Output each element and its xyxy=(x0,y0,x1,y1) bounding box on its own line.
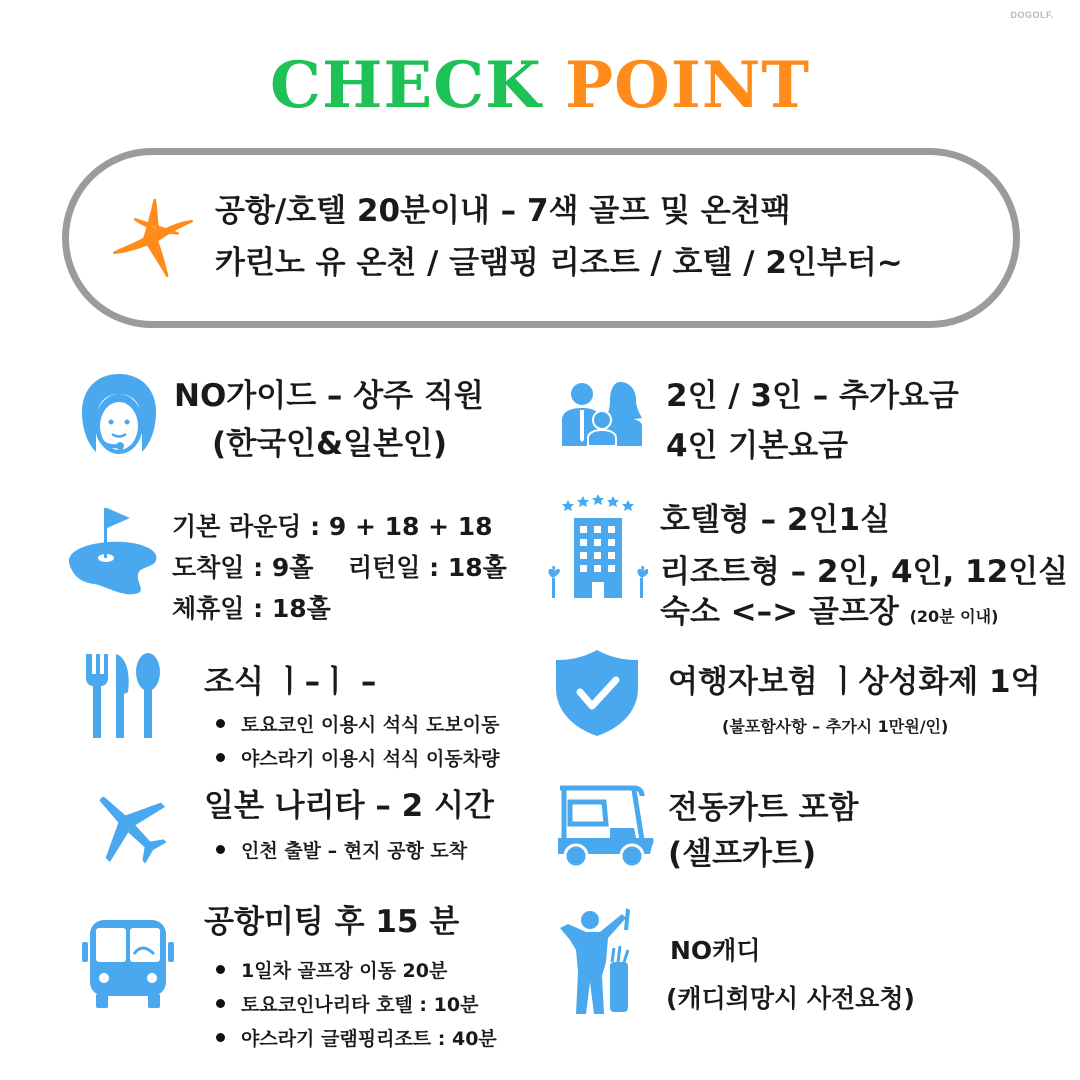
hotel-line-2: 리조트형 – 2인, 4인, 12인실 xyxy=(660,554,1069,590)
hotel-line-1: 호텔형 – 2인1실 xyxy=(660,502,890,538)
bullet-dot xyxy=(216,1033,225,1042)
transfer-bullet xyxy=(216,988,478,1022)
shield-check-icon xyxy=(554,648,640,738)
transfer-bullet-text: 토요코인나리타 호텔 : 10분 xyxy=(241,994,479,1016)
flight-bullet-text: 인천 출발 – 현지 공항 도착 xyxy=(241,840,468,862)
rounding-return: 리턴일 : 18홀 xyxy=(348,553,507,582)
transfer-heading: 공항미팅 후 15 분 xyxy=(204,904,460,940)
title-point: POINT xyxy=(565,48,810,123)
bullet-dot xyxy=(216,965,225,974)
guide-line-2: (한국인&일본인) xyxy=(212,426,448,462)
meal-bullet-text: 야스라기 이용시 석식 이동차량 xyxy=(241,748,500,770)
highlight-line-2: 카린노 유 온천 / 글램핑 리조트 / 호텔 / 2인부터~ xyxy=(215,245,903,281)
insurance-line-1: 여행자보험 ㅣ상성화제 1억 xyxy=(668,664,1041,700)
golf-green-flag-icon xyxy=(64,504,160,596)
family-icon xyxy=(556,380,656,448)
transfer-bullet xyxy=(216,954,447,988)
highlight-line-1: 공항/호텔 20분이내 – 7색 골프 및 온천팩 xyxy=(215,193,791,229)
hotel-line-3-text: 숙소 <–> 골프장 xyxy=(660,594,899,630)
insurance-note: (불포함사항 – 추가시 1만원/인) xyxy=(722,717,949,736)
caddie-line-2: (캐디희망시 사전요청) xyxy=(666,984,915,1013)
brand-logo: DOGOLF. xyxy=(1010,10,1054,20)
flight-bullet xyxy=(216,834,467,868)
transfer-bullet-text: 1일차 골프장 이동 20분 xyxy=(241,960,448,982)
headset-person-icon xyxy=(78,372,160,462)
golfer-icon xyxy=(556,906,638,1018)
transfer-bullet xyxy=(216,1022,497,1056)
hotel-building-icon xyxy=(548,494,648,600)
airplane-icon xyxy=(88,786,170,866)
bullet-dot xyxy=(216,719,225,728)
page-title xyxy=(0,50,1080,122)
fork-knife-spoon-icon xyxy=(82,652,162,740)
bus-icon xyxy=(80,918,176,1010)
meal-bullet-text: 토요코인 이용시 석식 도보이동 xyxy=(241,714,500,736)
golf-cart-icon xyxy=(554,784,656,870)
people-line-2: 4인 기본요금 xyxy=(666,428,849,464)
flight-heading: 일본 나리타 – 2 시간 xyxy=(204,788,494,824)
transfer-bullet-text: 야스라기 글램핑리조트 : 40분 xyxy=(241,1028,497,1050)
rounding-arrival: 도착일 : 9홀 xyxy=(172,553,314,582)
title-check: CHECK xyxy=(270,48,542,123)
bullet-dot xyxy=(216,753,225,762)
cart-line-1: 전동카트 포함 xyxy=(668,790,859,826)
bullet-dot xyxy=(216,845,225,854)
hotel-line-3-note: (20분 이내) xyxy=(909,607,999,626)
star-icon xyxy=(109,193,197,281)
rounding-line-1: 기본 라운딩 : 9 + 18 + 18 xyxy=(172,512,493,541)
rounding-line-3: 체휴일 : 18홀 xyxy=(172,594,331,623)
meal-bullet xyxy=(216,708,499,742)
highlight-box xyxy=(62,148,1020,328)
caddie-line-1: NO캐디 xyxy=(670,936,761,965)
hotel-line-3 xyxy=(660,588,998,641)
meal-heading: 조식 ㅣ–ㅣ – xyxy=(204,664,377,700)
people-line-1: 2인 / 3인 – 추가요금 xyxy=(666,378,959,414)
guide-line-1: NO가이드 – 상주 직원 xyxy=(174,378,484,414)
meal-bullet xyxy=(216,742,499,776)
cart-line-2: (셀프카트) xyxy=(668,836,817,872)
bullet-dot xyxy=(216,999,225,1008)
